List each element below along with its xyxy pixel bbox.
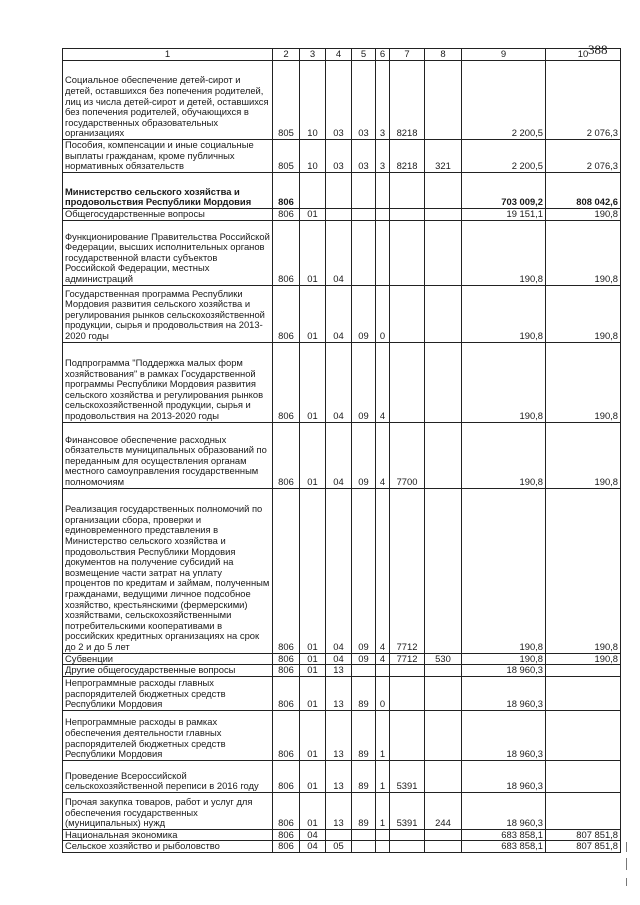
cell-ministry-code: 806 [273,488,300,653]
column-header: 3 [300,49,326,61]
cell-amount-2017 [546,676,621,710]
row-name: Общегосударственные вопросы [63,209,273,221]
cell-subsection-code: 13 [326,710,352,760]
row-name: Подпрограмма "Поддержка малых форм хозяйствования" в рамках Государственной программы Республики Мордовия развития сельского хозяйства и регулирования рынков сельскохозяйственной продукции, сырья и продовольствия на 2013-2020 годы [63,342,273,422]
cell-program-code [352,220,376,285]
cell-expense-type-code [425,665,462,677]
cell-direction-code [390,173,425,209]
cell-expense-type-code: 244 [425,792,462,829]
cell-amount-2017: 807 851,8 [546,829,621,841]
cell-amount-2017 [546,760,621,792]
cell-program-code: 09 [352,422,376,488]
cell-expense-type-code: 530 [425,653,462,665]
table-row [63,841,621,853]
cell-section-code: 01 [300,792,326,829]
row-name: Функционирование Правительства Российской Федерации, высших исполнительных органов государственной власти субъектов Российской Федерации, местных администраций [63,220,273,285]
cell-ministry-code: 806 [273,173,300,209]
cell-program-code [352,829,376,841]
cell-subsection-code: 03 [326,61,352,140]
row-name: Финансовое обеспечение расходных обязательств муниципальных образований по переданным для осуществления органам местного самоуправления государственным полномочиям [63,422,273,488]
cell-amount-2017 [546,710,621,760]
cell-direction-code: 7712 [390,488,425,653]
cell-section-code: 01 [300,760,326,792]
cell-expense-type-code [425,760,462,792]
cell-ministry-code: 806 [273,829,300,841]
cell-direction-code [390,342,425,422]
cell-direction-code: 7700 [390,422,425,488]
cell-subsection-code: 04 [326,488,352,653]
column-header: 2 [273,49,300,61]
cell-subprogram-code: 0 [376,676,390,710]
cell-section-code: 01 [300,422,326,488]
cell-program-code [352,665,376,677]
table-row [63,665,621,677]
cell-direction-code: 5391 [390,792,425,829]
cell-ministry-code: 806 [273,422,300,488]
cell-expense-type-code [425,710,462,760]
column-header: 9 [462,49,546,61]
cell-direction-code [390,710,425,760]
cell-subprogram-code: 0 [376,285,390,342]
cell-ministry-code: 806 [273,792,300,829]
cell-amount-2017: 190,8 [546,488,621,653]
cell-amount-2017 [546,792,621,829]
cell-expense-type-code [425,488,462,653]
cell-program-code [352,841,376,853]
cell-subprogram-code [376,665,390,677]
cell-subprogram-code [376,829,390,841]
cell-ministry-code: 806 [273,342,300,422]
row-name: Пособия, компенсации и иные социальные выплаты гражданам, кроме публичных нормативных обязательств [63,140,273,173]
cell-subsection-code: 13 [326,665,352,677]
cell-subsection-code: 13 [326,792,352,829]
row-name: Другие общегосударственные вопросы [63,665,273,677]
cell-expense-type-code [425,285,462,342]
cell-direction-code [390,209,425,221]
cell-direction-code [390,829,425,841]
cell-subprogram-code: 4 [376,488,390,653]
cell-program-code: 09 [352,342,376,422]
row-name: Национальная экономика [63,829,273,841]
cell-subsection-code: 05 [326,841,352,853]
cell-expense-type-code [425,422,462,488]
cell-program-code: 03 [352,140,376,173]
column-header: 4 [326,49,352,61]
cell-section-code: 04 [300,841,326,853]
cell-section-code: 01 [300,665,326,677]
cell-ministry-code: 806 [273,710,300,760]
cell-subprogram-code: 1 [376,760,390,792]
cell-ministry-code: 805 [273,61,300,140]
column-header: 7 [390,49,425,61]
column-header: 10 [546,49,621,61]
table-row [63,653,621,665]
row-name: Реализация государственных полномочий по организации сбора, проверки и единовременного представления в Министерство сельского хозяйства и продовольствия Республики Мордовия документов на получение субсидий на возмещение части затрат на уплату процентов по кредитам и займам, полученным гражданами, ведущими личное подсобное хозяйство, крестьянскими (фермерскими) хозяйствами, сельскохозяйственными потребительскими кооперативами в российских кредитных организациях на срок до 2 и до 5 лет [63,488,273,653]
row-name: Министерство сельского хозяйства и продовольствия Республики Мордовия [63,173,273,209]
cell-subsection-code: 04 [326,342,352,422]
cell-expense-type-code: 321 [425,140,462,173]
cell-expense-type-code [425,220,462,285]
row-name: Непрограммные расходы главных распорядителей бюджетных средств Республики Мордовия [63,676,273,710]
cell-direction-code: 5391 [390,760,425,792]
page-number: 388 [588,42,608,57]
cell-section-code: 04 [300,829,326,841]
cell-section-code: 01 [300,220,326,285]
row-name: Прочая закупка товаров, работ и услуг для обеспечения государственных (муниципальных) нужд [63,792,273,829]
cell-ministry-code: 806 [273,653,300,665]
cell-subsection-code: 13 [326,760,352,792]
row-name: Субвенции [63,653,273,665]
cell-direction-code [390,676,425,710]
cell-amount-2016: 190,8 [462,342,546,422]
cell-amount-2017: 2 076,3 [546,140,621,173]
cell-amount-2017: 808 042,6 [546,173,621,209]
cell-direction-code: 7712 [390,653,425,665]
cell-expense-type-code [425,342,462,422]
table-row [63,829,621,841]
table-row [63,140,621,173]
cell-amount-2017: 190,8 [546,285,621,342]
cell-subsection-code: 04 [326,220,352,285]
cell-program-code: 09 [352,488,376,653]
cell-subprogram-code: 1 [376,710,390,760]
cell-amount-2017: 190,8 [546,209,621,221]
scan-artifact [626,878,627,886]
cell-subprogram-code [376,173,390,209]
cell-section-code: 01 [300,653,326,665]
table-row [63,220,621,285]
cell-subsection-code: 04 [326,422,352,488]
scan-artifact [626,858,627,870]
cell-amount-2016: 683 858,1 [462,829,546,841]
cell-direction-code [390,665,425,677]
cell-expense-type-code [425,676,462,710]
table-row [63,760,621,792]
row-name: Непрограммные расходы в рамках обеспечения деятельности главных распорядителей бюджетных средств Республики Мордовия [63,710,273,760]
cell-subsection-code: 04 [326,285,352,342]
cell-amount-2016: 703 009,2 [462,173,546,209]
cell-amount-2016: 2 200,5 [462,61,546,140]
cell-subprogram-code [376,220,390,285]
cell-program-code: 89 [352,792,376,829]
cell-ministry-code: 806 [273,285,300,342]
cell-subprogram-code [376,841,390,853]
cell-ministry-code: 806 [273,220,300,285]
cell-amount-2017: 190,8 [546,422,621,488]
cell-amount-2016: 190,8 [462,422,546,488]
cell-ministry-code: 806 [273,676,300,710]
cell-section-code: 01 [300,209,326,221]
cell-amount-2017: 2 076,3 [546,61,621,140]
table-row [63,285,621,342]
cell-amount-2016: 18 960,3 [462,676,546,710]
cell-amount-2017 [546,665,621,677]
cell-program-code: 89 [352,710,376,760]
cell-program-code: 09 [352,653,376,665]
row-name: Проведение Всероссийской сельскохозяйственной переписи в 2016 году [63,760,273,792]
cell-amount-2016: 683 858,1 [462,841,546,853]
cell-amount-2017: 190,8 [546,653,621,665]
cell-section-code: 01 [300,710,326,760]
cell-direction-code [390,220,425,285]
table-row [63,209,621,221]
cell-subsection-code [326,173,352,209]
cell-amount-2016: 19 151,1 [462,209,546,221]
table-header-row [63,49,621,61]
cell-amount-2016: 18 960,3 [462,792,546,829]
row-name: Государственная программа Республики Мордовия развития сельского хозяйства и регулирования рынков сельскохозяйственной продукции, сырья и продовольствия на 2013-2020 годы [63,285,273,342]
cell-amount-2016: 18 960,3 [462,710,546,760]
cell-amount-2016: 190,8 [462,285,546,342]
table-row [63,61,621,140]
table-row [63,422,621,488]
cell-section-code: 01 [300,676,326,710]
cell-program-code: 89 [352,760,376,792]
column-header: 5 [352,49,376,61]
cell-amount-2017: 190,8 [546,220,621,285]
budget-table [62,48,621,853]
cell-direction-code [390,841,425,853]
cell-subprogram-code: 4 [376,653,390,665]
column-header: 1 [63,49,273,61]
cell-subprogram-code: 4 [376,342,390,422]
cell-subsection-code: 03 [326,140,352,173]
cell-subprogram-code: 4 [376,422,390,488]
cell-subprogram-code: 3 [376,140,390,173]
cell-amount-2017: 190,8 [546,342,621,422]
cell-ministry-code: 806 [273,760,300,792]
cell-section-code: 10 [300,61,326,140]
cell-subprogram-code [376,209,390,221]
cell-amount-2016: 18 960,3 [462,760,546,792]
column-header: 8 [425,49,462,61]
table-row [63,792,621,829]
cell-subsection-code [326,209,352,221]
cell-program-code [352,209,376,221]
cell-subsection-code: 13 [326,676,352,710]
cell-subsection-code [326,829,352,841]
table-row [63,710,621,760]
cell-amount-2016: 18 960,3 [462,665,546,677]
table-row [63,676,621,710]
table-row [63,488,621,653]
cell-expense-type-code [425,209,462,221]
cell-direction-code: 8218 [390,61,425,140]
cell-section-code: 01 [300,488,326,653]
cell-program-code: 03 [352,61,376,140]
cell-subsection-code: 04 [326,653,352,665]
cell-program-code: 09 [352,285,376,342]
cell-expense-type-code [425,173,462,209]
cell-subprogram-code: 3 [376,61,390,140]
cell-ministry-code: 806 [273,841,300,853]
cell-expense-type-code [425,829,462,841]
table-row [63,173,621,209]
scan-artifact [626,842,627,852]
cell-amount-2016: 2 200,5 [462,140,546,173]
cell-ministry-code: 805 [273,140,300,173]
table-row [63,342,621,422]
cell-expense-type-code [425,841,462,853]
cell-direction-code [390,285,425,342]
cell-section-code: 10 [300,140,326,173]
cell-subprogram-code: 1 [376,792,390,829]
cell-section-code [300,173,326,209]
cell-amount-2016: 190,8 [462,653,546,665]
cell-section-code: 01 [300,285,326,342]
cell-ministry-code: 806 [273,665,300,677]
cell-section-code: 01 [300,342,326,422]
column-header: 6 [376,49,390,61]
row-name: Сельское хозяйство и рыболовство [63,841,273,853]
row-name: Социальное обеспечение детей-сирот и детей, оставшихся без попечения родителей, лиц из числа детей-сирот и детей, оставшихся без попечения родителей, обучающихся в государственных образовательных организациях [63,61,273,140]
cell-amount-2016: 190,8 [462,220,546,285]
cell-program-code [352,173,376,209]
cell-program-code: 89 [352,676,376,710]
cell-amount-2017: 807 851,8 [546,841,621,853]
cell-expense-type-code [425,61,462,140]
cell-amount-2016: 190,8 [462,488,546,653]
cell-direction-code: 8218 [390,140,425,173]
cell-ministry-code: 806 [273,209,300,221]
